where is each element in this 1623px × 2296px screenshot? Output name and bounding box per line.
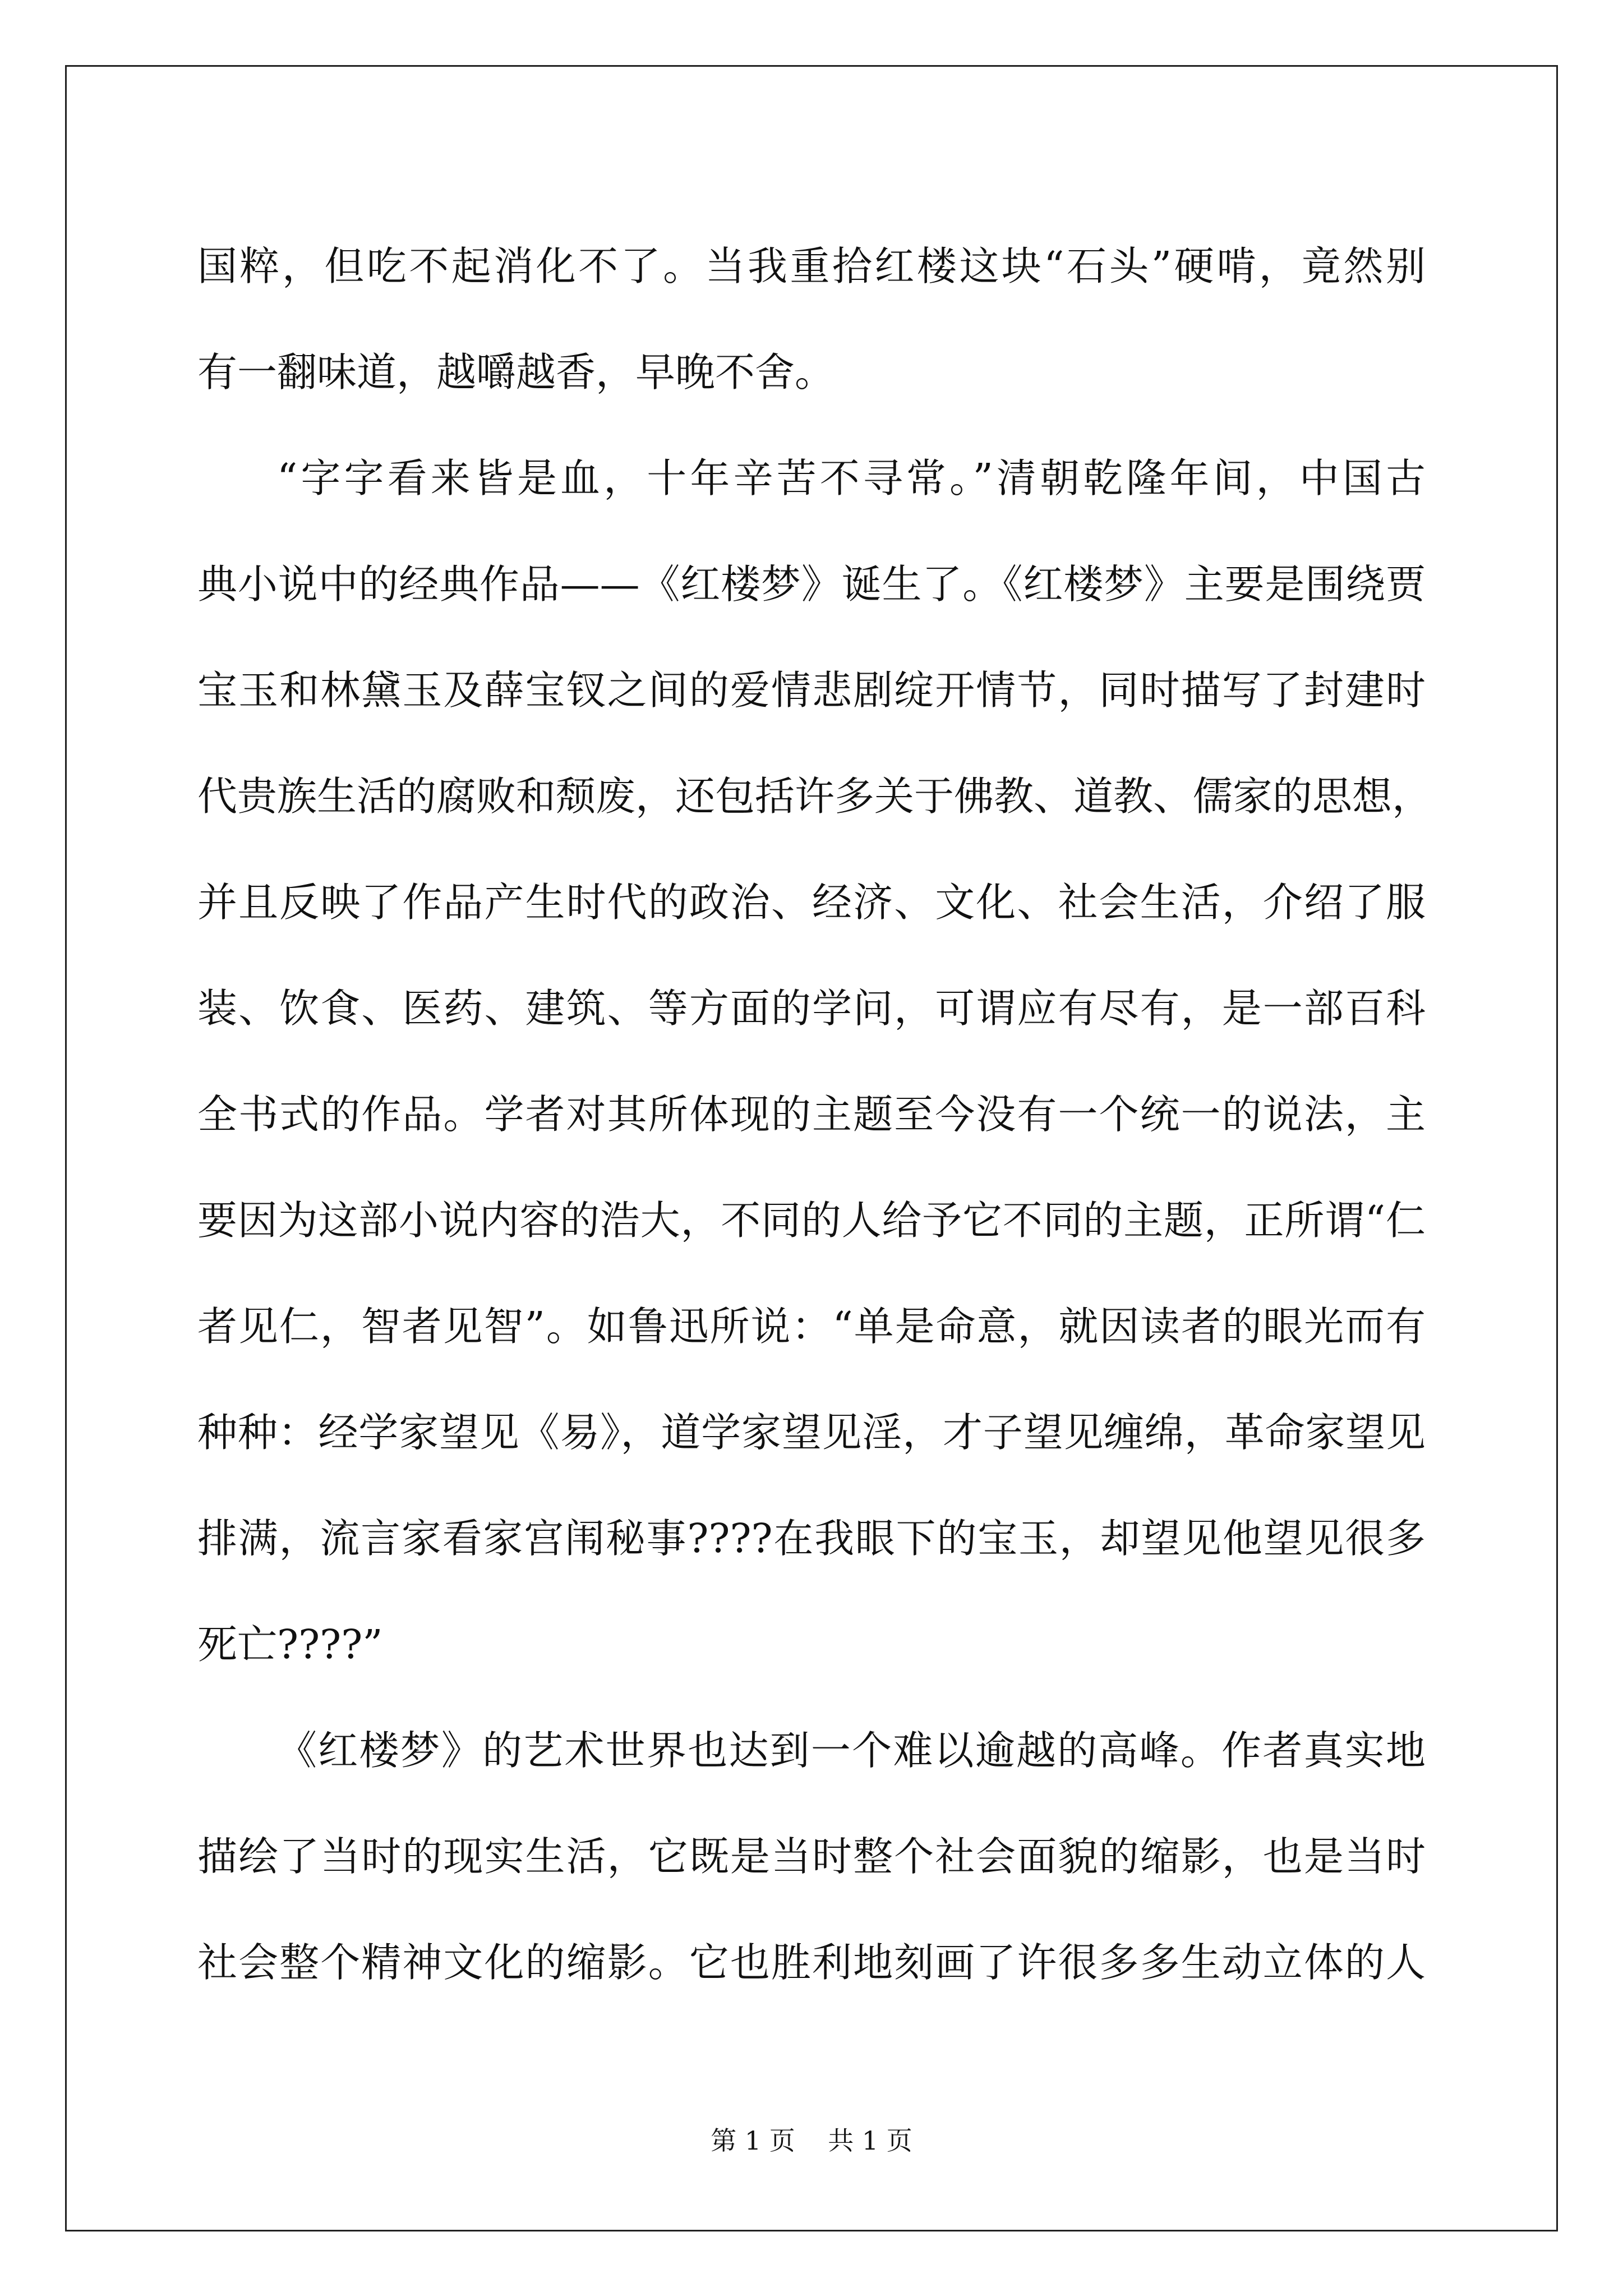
text-line: 社会整个精神文化的缩影。它也胜利地刻画了许很多多生动立体的人 <box>197 1939 1426 1986</box>
text-line: 国粹，但吃不起消化不了。当我重拾红楼这块“石头”硬啃，竟然别 <box>197 243 1426 289</box>
text-line: 排满，流言家看家宫闱秘事????在我眼下的宝玉，却望见他望见很多 <box>197 1515 1426 1562</box>
text-line: 并且反映了作品产生时代的政治、经济、文化、社会生活，介绍了服 <box>197 879 1426 926</box>
page-number-footer: 第 1 页 共 1 页 <box>711 2125 912 2156</box>
text-line: 典小说中的经典作品——《红楼梦》诞生了。《红楼梦》主要是围绕贾 <box>197 561 1426 608</box>
text-line: 种种：经学家望见《易》，道学家望见淫，才子望见缠绵，革命家望见 <box>197 1409 1426 1456</box>
document-body <box>197 213 1432 2016</box>
text-line: 全书式的作品。学者对其所体现的主题至今没有一个统一的说法，主 <box>197 1091 1426 1138</box>
text-line: 者见仁，智者见智”。如鲁迅所说：“单是命意，就因读者的眼光而有 <box>197 1303 1426 1350</box>
text-line: 《红楼梦》的艺术世界也达到一个难以逾越的高峰。作者真实地 <box>277 1727 1426 1774</box>
text-line: 装、饮食、医药、建筑、等方面的学问，可谓应有尽有，是一部百科 <box>197 985 1426 1032</box>
text-line: “字字看来皆是血，十年辛苦不寻常。”清朝乾隆年间，中国古 <box>277 455 1426 501</box>
text-line: 要因为这部小说内容的浩大，不同的人给予它不同的主题，正所谓“仁 <box>197 1197 1426 1244</box>
text-line: 有一翻味道，越嚼越香，早晚不舍。 <box>197 349 835 395</box>
text-line: 宝玉和林黛玉及薛宝钗之间的爱情悲剧绽开情节，同时描写了封建时 <box>197 667 1426 714</box>
text-line: 代贵族生活的腐败和颓废，还包括许多关于佛教、道教、儒家的思想， <box>197 773 1432 820</box>
text-line: 描绘了当时的现实生活，它既是当时整个社会面貌的缩影，也是当时 <box>197 1833 1426 1880</box>
text-line: 死亡????” <box>197 1621 383 1668</box>
